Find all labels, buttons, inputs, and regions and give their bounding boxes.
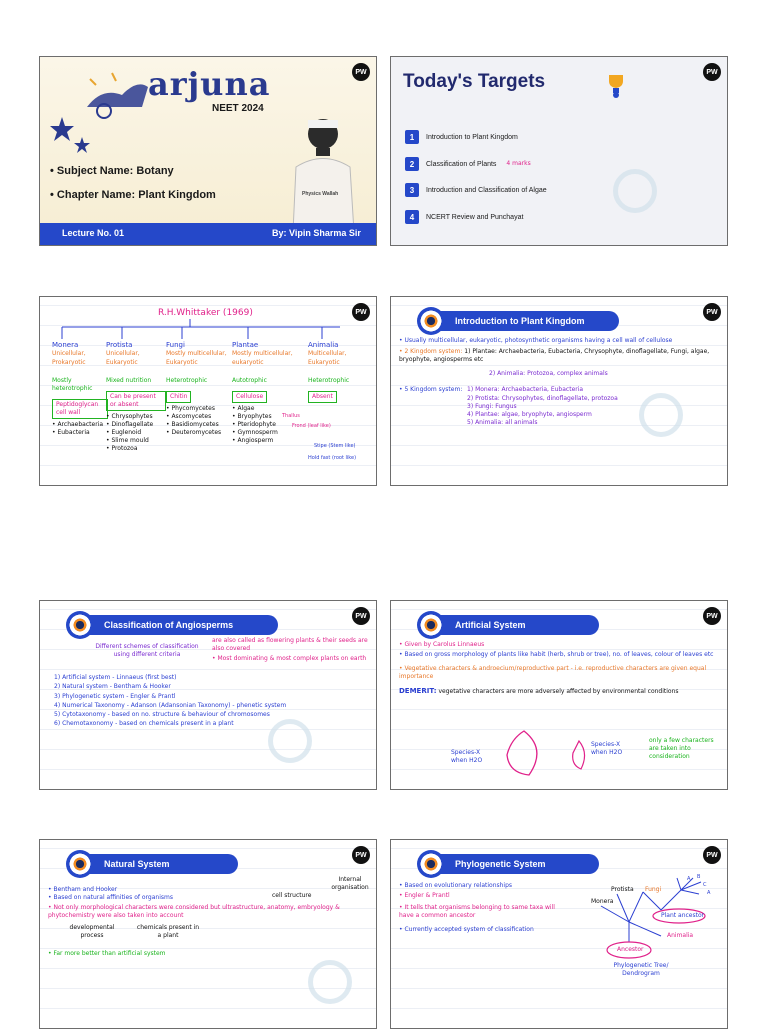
slide-artificial-system [390,600,728,790]
phylogenetic-text: • Based on evolutionary relationships • Engler & Prantl • It tells that organisms belonging to same taxa will have a common ancestor • Currently accepted system of classification [399,882,555,934]
tree-caption: Phylogenetic Tree/ Dendrogram [613,962,669,978]
slide-title: Classification of Angiosperms [68,615,278,635]
pw-logo-icon: PW [352,607,370,625]
branch-label: C [703,882,707,888]
pw-logo-icon: PW [703,846,721,864]
slide-title: Artificial System [419,615,599,635]
kingdom-protista: Protista Unicellular, Eukaryotic Mixed nutrition Can be present or absent • Chrysophytes • Dinoflagellate • Euglenoid • Slime mould • Protozoa [106,341,166,453]
holdfast-label: Hold fast (root like) [308,455,357,461]
star-icon [50,117,90,157]
fungi-label: Fungi [645,886,662,893]
pw-logo-icon: PW [703,63,721,81]
natural-better-note: • Far more better than artificial system [48,950,166,957]
shirt-text: Physics Wallah [302,191,339,197]
watermark-icon [613,169,657,213]
intro-text: • Usually multicellular, eukaryotic, photosynthetic organisms having a cell wall of cellulose • 2 Kingdom system: 1) Plantae: Archaebacteria, Eubacteria, Chrysophyte, dinoflagellate, Fungi, algae, bryophyte, angiosperms etc 2) Animalia: Protozoa, complex animals • 5 Kingdom system: 1) Monera: Archaebacteria, Eubacteria 2) Protista: Chrysophytes, dinoflagellate, protozoa 3) Fungi: Fungus 4) Plantae: algae, bryophyte, angiosperm 5) Animalia: all animals [399,337,710,426]
developmental-note: developmental process [69,924,115,940]
slide-classification-angiosperms [39,600,377,790]
tree-lines [40,319,377,343]
watermark-icon [308,960,352,1004]
brand-logo: arjuna [148,65,271,103]
pw-logo-icon: PW [352,63,370,81]
animalia-label: Animalia [667,932,694,939]
kingdom-animalia: Animalia Multicellular, Eukaryotic Heterotrophic Absent [308,341,372,403]
slide-title: Introduction to Plant Kingdom [419,311,619,331]
target-item: 1 Introduction to Plant Kingdom [405,130,518,144]
eye-icon [417,307,445,335]
branch-label: A [687,876,691,882]
leaf-large-icon [499,729,549,779]
pw-logo-icon: PW [703,607,721,625]
pw-logo-icon: PW [352,303,370,321]
branch-label: A [707,890,711,896]
kingdom-fungi: Fungi Mostly multicellular, Eukaryotic Heterotrophic Chitin • Phycomycetes • Ascomycetes • Basidiomycetes • Deuteromycetes [166,341,227,437]
frond-label: Frond (leaf like) [292,423,331,429]
target-item: 2 Classification of Plants 4 marks [405,157,531,171]
classification-systems: 1) Artificial system - Linnaeus (first best) 2) Natural system - Bentham & Hooker 3) Phylogenetic system - Engler & Prantl 4) Numerical Taxonomy - Adanson (Adansonian Taxonomy) - phenetic system 5) Cytotaxonomy - based on no. structure & behaviour of chromosomes 6) Chemotaxonomy - based on chemicals present in a plant [54,674,287,728]
teacher-photo [288,112,358,232]
internal-organisation-note: Internal organisation [331,876,369,892]
kingdom-table [44,341,374,481]
eye-icon [66,611,94,639]
slide-phylogenetic-system [390,839,728,1029]
slide-whittaker [39,296,377,486]
note-schemes: Different schemes of classification using different criteria [95,643,199,659]
slide-intro-plant-kingdom [390,296,728,486]
plant-ancestor-label: Plant ancestor [661,912,705,919]
slide-title: Natural System [68,854,238,874]
slide-title: Today's Targets [403,71,546,92]
protista-label: Protista [611,886,634,893]
edition-label: NEET 2024 [212,103,264,114]
slide-todays-targets [390,56,728,246]
eye-icon [66,850,94,878]
ancestor-label: Ancestor [617,946,644,953]
subject-name: • Subject Name: Botany [50,165,174,177]
whittaker-title: R.H.Whittaker (1969) [158,308,253,318]
eye-icon [417,611,445,639]
stipe-label: Stipe (Stem like) [314,443,356,449]
natural-text: • Bentham and Hooker • Based on natural affinities of organisms • Not only morphological characters were considered but ultrastructure, anatomy, embryology & phytochemistry were also taken into account [48,886,340,920]
branch-label: B [697,874,701,880]
lecture-number: Lecture No. 01 [62,228,125,238]
few-characters-note: only a few characters are taken into consideration [649,737,714,761]
kingdom-plantae: Plantae Mostly multicellular, eukaryotic Autotrophic Cellulose • Algae • Bryophytes • Pteridophyte • Gymnosperm • Angiosperm [232,341,293,445]
pw-logo-icon: PW [703,303,721,321]
monera-label: Monera [591,898,614,905]
target-item: 3 Introduction and Classification of Algae [405,183,547,197]
eye-icon [417,850,445,878]
pw-logo-icon: PW [352,846,370,864]
species-x-label: Species-X when H2O [591,741,623,757]
leaf-small-icon [567,739,591,775]
thallus-label: Thallus [282,413,300,419]
slide-natural-system [39,839,377,1029]
target-item: 4 NCERT Review and Punchayat [405,210,523,224]
artificial-text: • Given by Carolus Linnaeus • Based on gross morphology of plants like habit (herb, shrub or tree), no. of leaves, colour of leaves etc • Vegetative characters & androecium/reproductive part - i.e. reproductive characters are given equal importance DEMERIT: vegetative characters are more adversely affected by environmental conditions [399,641,714,696]
cell-structure-note: cell structure [272,892,312,899]
chariot-icon [82,67,152,121]
slide-title: Phylogenetic System [419,854,599,874]
teacher-name: By: Vipin Sharma Sir [272,228,361,238]
slide-title [39,56,377,246]
species-x-label: Species-X when H2O [451,749,483,765]
footer-bar [40,223,376,245]
note-flowering: are also called as flowering plants & their seeds are also covered • Most dominating & most complex plants on earth [212,637,368,663]
chapter-name: • Chapter Name: Plant Kingdom [50,189,216,201]
chemicals-note: chemicals present in a plant [136,924,200,940]
kingdom-monera: Monera Unicellular, Prokaryotic Mostly heterotrophic Peptidoglycan cell wall • Archaebacteria • Eubacteria [52,341,108,437]
trophy-icon [605,73,627,99]
